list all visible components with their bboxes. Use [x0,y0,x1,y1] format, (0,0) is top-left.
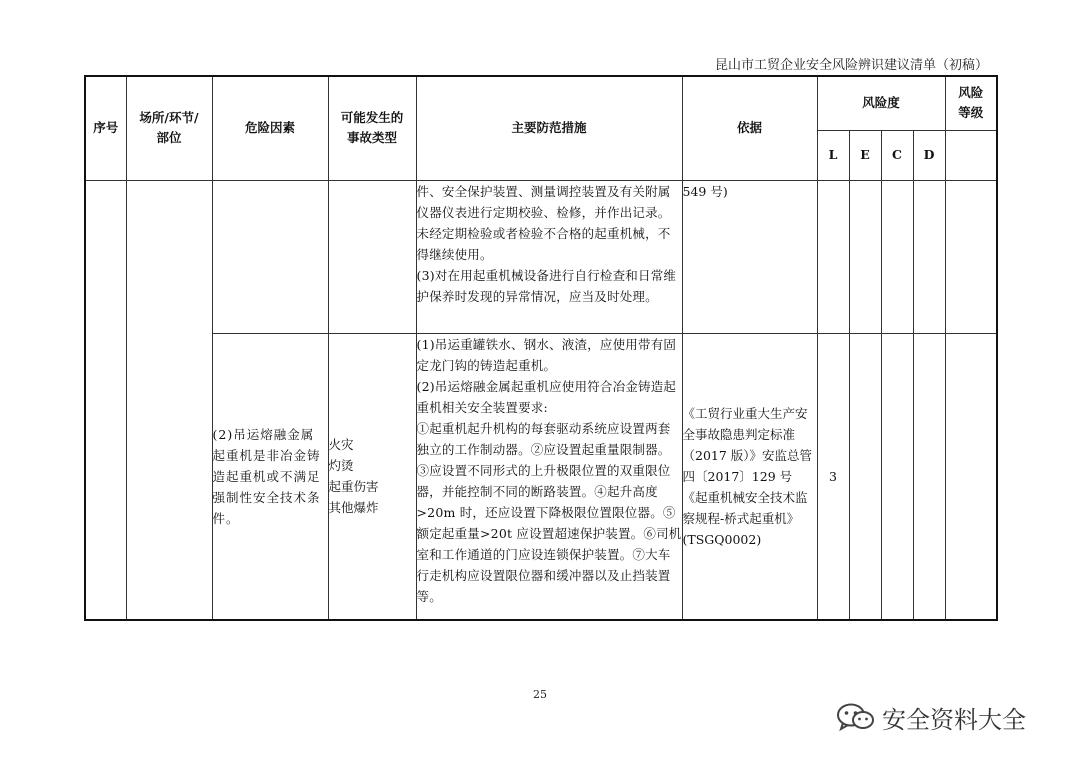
header-risk: 风险度 [817,76,945,130]
measures-cell [416,180,682,333]
hazard-cell [212,180,328,333]
header-level: 风险等级 [945,76,997,130]
level-cell [945,180,997,333]
header-row [85,76,997,130]
C-cell [881,333,913,620]
accident-type: 灼烫 [328,458,354,474]
header-C: C [881,130,913,180]
seq-cell [85,180,126,620]
header-E: E [849,130,881,180]
risk-table [84,75,998,621]
D-cell [913,333,945,620]
header-place: 场所/环节/部位 [126,76,212,180]
measures-cell [416,333,682,620]
measure-text: ①起重机起升机构的每套驱动系统应设置两套独立的工作制动器。②应设置起重量限制器。③应设置不同形式的上升极限位置的双重限位器，并能控制不同的断路装置。④起升高度>20m 时，还应设置下降极限位置限位器。⑤额定起重量>20t 应设置超速保护装置。⑥司机室和工作通道的门应设连锁保护装置。⑦大车行走机构应设置限位器和缓冲器以及止挡装置等。 [416,420,682,604]
basis-text: 《工贸行业重大生产安全事故隐患判定标准（2017 版）》安监总管四〔2017〕129 号 [682,405,813,484]
wechat-icon [836,702,876,732]
table-row [85,180,997,333]
E-cell [849,180,881,333]
basis-text: 549 号) [682,183,728,199]
measure-text: (1)吊运重罐铁水、钢水、液渣，应使用带有固定龙门钩的铸造起重机。 [416,336,677,373]
D-cell [913,180,945,333]
accident-cell [328,333,416,620]
L-cell: 3 [817,333,849,620]
header-D: D [913,130,945,180]
measure-text: (2)吊运熔融金属起重机应使用符合冶金铸造起重机相关安全装置要求: [416,378,677,415]
L-cell [817,180,849,333]
watermark-text: 安全资料大全 [882,705,1026,734]
header-L: L [817,130,849,180]
header-hazard: 危险因素 [212,76,328,180]
header-basis: 依据 [682,76,817,180]
accident-type: 起重伤害 [328,479,379,495]
C-cell [881,180,913,333]
header-seq: 序号 [85,76,126,180]
header-level-blank [945,130,997,180]
measure-text: 件、安全保护装置、测量调控装置及有关附属仪器仪表进行定期校验、检修，并作出记录。未经定期检验或者检验不合格的起重机械，不得继续使用。 [416,183,671,262]
header-accident: 可能发生的事故类型 [328,76,416,180]
table-row [85,333,997,620]
basis-cell [682,333,817,620]
accident-cell [328,180,416,333]
watermark [836,700,1026,734]
header-measures: 主要防范措施 [416,76,682,180]
accident-type: 火灾 [328,437,354,453]
basis-text: 《起重机械安全技术监察规程-桥式起重机》(TSGQ0002) [682,489,808,547]
place-cell [126,180,212,620]
level-cell [945,333,997,620]
E-cell [849,333,881,620]
document-title: 昆山市工贸企业安全风险辨识建议清单（初稿） [714,58,988,73]
measure-text: (3)对在用起重机械设备进行自行检查和日常维护保养时发现的异常情况，应当及时处理。 [416,267,677,304]
basis-cell [682,180,817,333]
page-number: 25 [533,688,547,701]
accident-type: 其他爆炸 [328,500,379,516]
hazard-cell: (2)吊运熔融金属起重机是非冶金铸造起重机或不满足强制性安全技术条件。 [212,333,328,620]
